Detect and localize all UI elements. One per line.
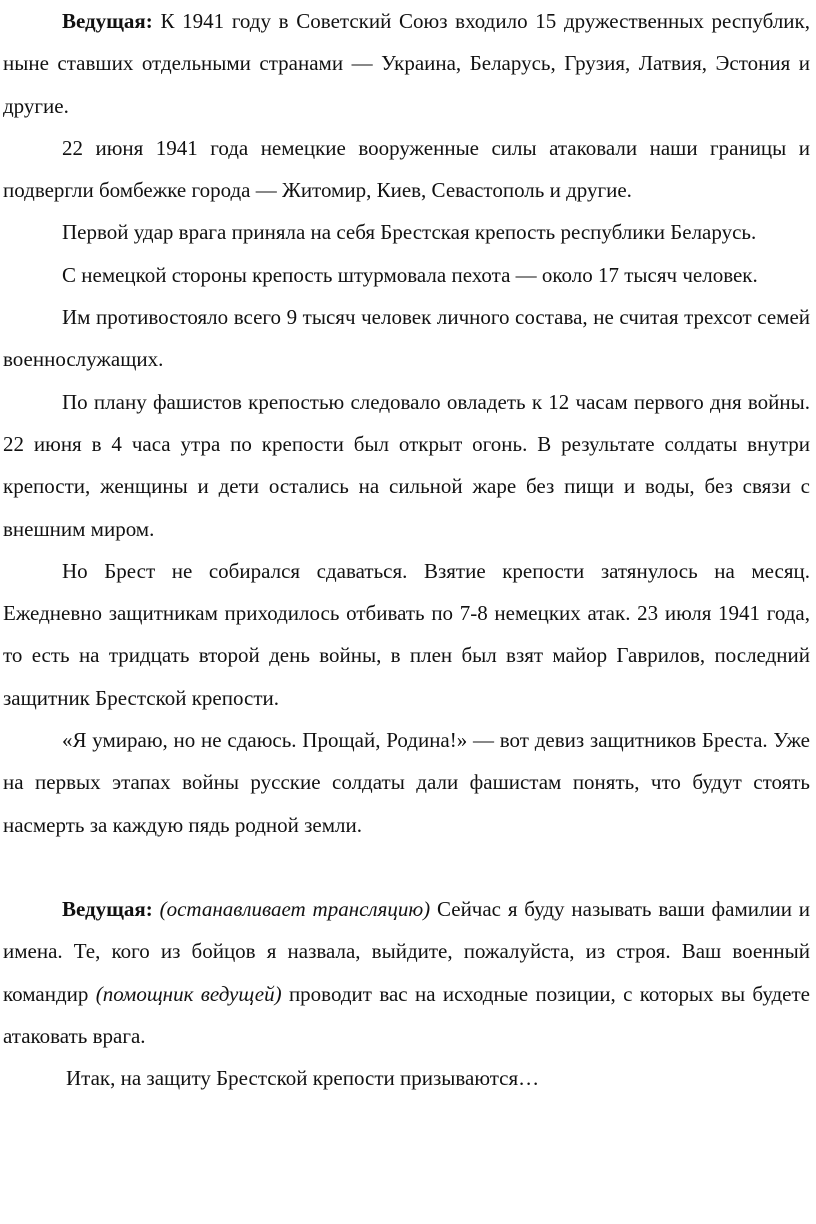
paragraph-spacer — [3, 846, 810, 888]
paragraph-5: Им противостояло всего 9 тысяч человек личного состава, не считая трехсот семей военнослужащих. — [3, 305, 810, 372]
paragraph-3: Первой удар врага приняла на себя Брестская крепость республики Беларусь. — [62, 220, 757, 245]
speaker-label: Ведущая: — [62, 896, 153, 921]
paragraph-7: Но Брест не собирался сдаваться. Взятие крепости затянулось на месяц. Ежедневно защитникам приходилось отбивать по 7-8 немецких атак. 23 июля 1941 года, то есть на тридцать второй день войны, в плен был взят майор Гаврилов, последний защитник Брестской крепости. — [3, 558, 810, 710]
paragraph-1-text: К 1941 году в Советский Союз входило 15 дружественных республик, ныне ставших отдельными странами — Украина, Беларусь, Грузия, Латвия, Эстония и другие. — [3, 9, 810, 118]
paragraph-10: Итак, на защиту Брестской крепости призываются… — [66, 1066, 540, 1091]
paragraph-2: 22 июня 1941 года немецкие вооруженные силы атаковали наши границы и подвергли бомбежке города — Житомир, Киев, Севастополь и другие. — [3, 135, 810, 203]
paragraph-4: С немецкой стороны крепость штурмовала пехота — около 17 тысяч человек. — [62, 262, 758, 287]
stage-direction: (помощник ведущей) — [95, 981, 282, 1006]
paragraph-9-text-2: проводит вас на исходные позиции, с которых вы будете атаковать врага. — [3, 981, 810, 1048]
paragraph-8: «Я умираю, но не сдаюсь. Прощай, Родина!» — вот девиз защитников Бреста. Уже на первых этапах войны русские солдаты дали фашистам понять, что будут стоять насмерть за каждую пядь родной земли. — [3, 728, 810, 837]
paragraph-9-text-1: Сейчас я буду называть ваши фамилии и имена. Те, кого из бойцов я назвала, выйдите, пожалуйста, из строя. Ваш военный командир — [3, 896, 810, 1006]
speaker-label: Ведущая: — [62, 9, 153, 33]
paragraph-1 — [3, 0, 810, 127]
stage-direction: (останавливает трансляцию) — [159, 896, 431, 921]
paragraph-9 — [3, 888, 810, 1057]
paragraph-6: По плану фашистов крепостью следовало овладеть к 12 часам первого дня войны. 22 июня в 4 часа утра по крепости был открыт огонь. В результате солдаты внутри крепости, женщины и дети остались на сильной жаре без пищи и воды, без связи с внешним миром. — [3, 389, 810, 541]
